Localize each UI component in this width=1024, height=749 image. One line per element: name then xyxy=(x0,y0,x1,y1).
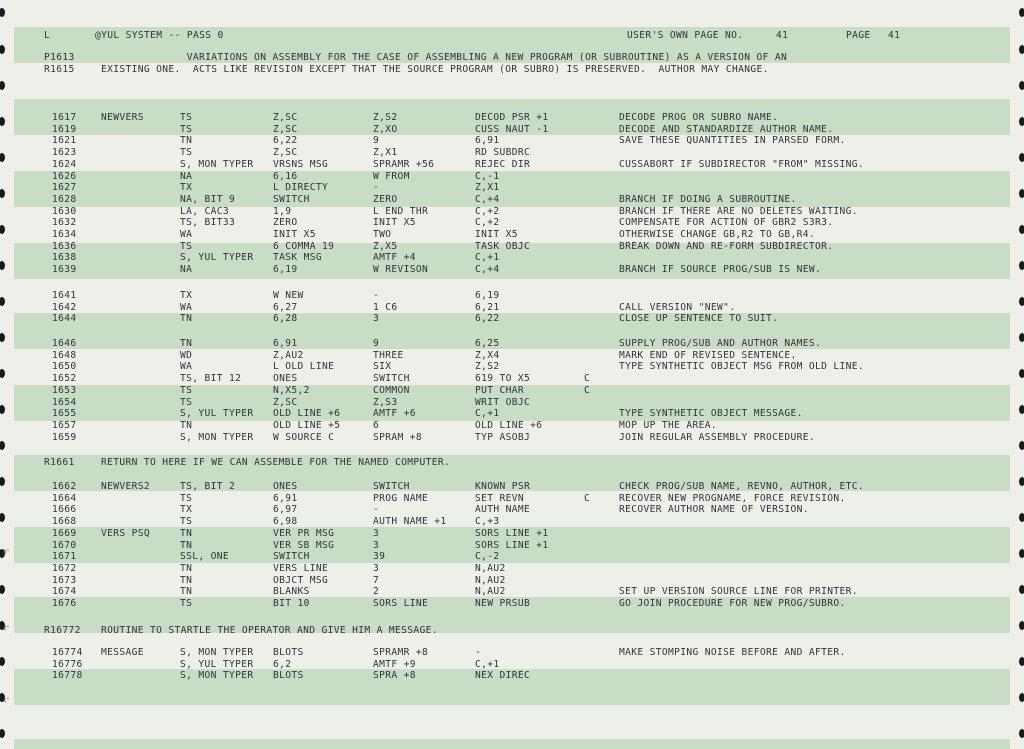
operation-field: TN xyxy=(180,562,193,574)
operation-field: TS xyxy=(180,516,193,528)
address-field-1: Z,AU2 xyxy=(273,349,304,361)
line-number: 1674 xyxy=(52,586,77,598)
flag-field: C xyxy=(584,492,591,504)
address-field-2: 3 xyxy=(373,562,380,574)
address-field-3: C,+2 xyxy=(475,217,500,229)
line-number: 1659 xyxy=(52,431,77,443)
line-number: 1644 xyxy=(52,313,77,325)
listing-row xyxy=(0,586,1024,597)
operation-field: TS xyxy=(180,384,193,396)
address-field-3: C,+4 xyxy=(475,264,500,276)
comment-text: RECOVER AUTHOR NAME OF VERSION. xyxy=(619,504,809,516)
operation-field: S, MON TYPER xyxy=(180,158,254,170)
line-number: 1655 xyxy=(52,408,77,420)
address-field-1: OBJCT MSG xyxy=(273,574,329,586)
listing-row xyxy=(0,373,1024,384)
remark-text: ROUTINE TO STARTLE THE OPERATOR AND GIVE HIM A MESSAGE. xyxy=(101,625,438,636)
address-field-2: PROG NAME xyxy=(373,492,429,504)
address-field-2: 39 xyxy=(373,551,386,563)
line-number: 1641 xyxy=(52,290,77,301)
operation-field: TS xyxy=(180,598,193,609)
address-field-3: AUTH NAME xyxy=(475,504,531,516)
operation-field: NA xyxy=(180,170,193,182)
listing-row xyxy=(0,229,1024,240)
listing-row xyxy=(0,385,1024,396)
operation-field: TN xyxy=(180,539,193,551)
listing-row xyxy=(0,540,1024,551)
line-number: 1669 xyxy=(52,527,77,539)
address-field-3: PUT CHAR xyxy=(475,384,525,396)
address-field-3: Z,X4 xyxy=(475,349,500,361)
listing-row xyxy=(0,112,1024,123)
address-field-3: TASK OBJC xyxy=(475,240,531,252)
operation-field: WA xyxy=(180,361,193,373)
comment-text: COMPENSATE FOR ACTION OF GBR2 S3R3. xyxy=(619,217,834,229)
statement-label: NEWVERS2 xyxy=(101,481,151,492)
line-number: 1642 xyxy=(52,301,77,313)
operation-field: TS xyxy=(180,123,193,135)
comment-text: MARK END OF REVISED SENTENCE. xyxy=(619,349,797,361)
line-number: 1670 xyxy=(52,539,77,551)
operation-field: TN xyxy=(180,527,193,539)
address-field-1: ONES xyxy=(273,373,298,385)
system-title: @YUL SYSTEM -- PASS 0 xyxy=(95,30,224,41)
line-number: 1646 xyxy=(52,338,77,349)
line-number: 1626 xyxy=(52,170,77,182)
address-field-2: COMMON xyxy=(373,384,410,396)
address-field-3: C,+4 xyxy=(475,193,500,205)
address-field-2: 2 xyxy=(373,586,380,598)
operation-field: S, YUL TYPER xyxy=(180,408,254,420)
intro-line xyxy=(0,64,1024,75)
listing-row xyxy=(0,397,1024,408)
address-field-1: VER PR MSG xyxy=(273,527,335,539)
operation-field: TS xyxy=(180,492,193,504)
operation-field: WA xyxy=(180,229,193,240)
listing-row xyxy=(0,504,1024,515)
listing-row xyxy=(0,670,1024,681)
address-field-2: SPRA +8 xyxy=(373,670,416,682)
line-number: 1624 xyxy=(52,158,77,170)
address-field-3: WRIT OBJC xyxy=(475,396,531,408)
listing-row xyxy=(0,313,1024,324)
address-field-2: 6 xyxy=(373,419,380,431)
address-field-2: Z,X1 xyxy=(373,147,398,159)
address-field-3: - xyxy=(475,647,482,658)
line-number: R1615 xyxy=(44,64,75,75)
address-field-1: BIT 10 xyxy=(273,598,310,609)
line-number: 1676 xyxy=(52,598,77,609)
comment-text: OTHERWISE CHANGE GB,R2 TO GB,R4. xyxy=(619,229,816,240)
address-field-3: C,+3 xyxy=(475,516,500,528)
margin-inch-mark: 1" xyxy=(3,697,10,704)
line-number: 1657 xyxy=(52,419,77,431)
listing-row xyxy=(0,575,1024,586)
address-field-1: INIT X5 xyxy=(273,229,316,240)
comment-text: BRANCH IF THERE ARE NO DELETES WAITING. xyxy=(619,205,858,217)
line-number: 1617 xyxy=(52,112,77,123)
address-field-1: N,X5,2 xyxy=(273,384,310,396)
comment-text: BREAK DOWN AND RE-FORM SUBDIRECTOR. xyxy=(619,240,834,252)
line-number: 1673 xyxy=(52,574,77,586)
address-field-2: Z,X5 xyxy=(373,240,398,252)
listing-row xyxy=(0,182,1024,193)
address-field-2: SWITCH xyxy=(373,373,410,385)
comment-text: TYPE SYNTHETIC OBJECT MSG FROM OLD LINE. xyxy=(619,361,865,373)
operation-field: TS xyxy=(180,112,193,123)
address-field-1: SWITCH xyxy=(273,193,310,205)
comment-text: SET UP VERSION SOURCE LINE FOR PRINTER. xyxy=(619,586,858,598)
address-field-3: C,+1 xyxy=(475,252,500,264)
address-field-3: CUSS NAUT -1 xyxy=(475,123,549,135)
line-number: 1664 xyxy=(52,492,77,504)
operation-field: WA xyxy=(180,301,193,313)
line-number: 1638 xyxy=(52,252,77,264)
address-field-2: 1 C6 xyxy=(373,301,398,313)
address-field-1: 6,98 xyxy=(273,516,298,528)
address-field-2: - xyxy=(373,182,380,194)
address-field-3: C,-2 xyxy=(475,551,500,563)
listing-row xyxy=(0,217,1024,228)
line-number: 1666 xyxy=(52,504,77,516)
address-field-2: 3 xyxy=(373,539,380,551)
address-field-2: SPRAM +8 xyxy=(373,431,423,443)
line-number: R1661 xyxy=(44,457,75,468)
listing-row xyxy=(0,147,1024,158)
operation-field: TS, BIT 2 xyxy=(180,481,236,492)
address-field-3: OLD LINE +6 xyxy=(475,419,543,431)
remark-text: RETURN TO HERE IF WE CAN ASSEMBLE FOR THE NAMED COMPUTER. xyxy=(101,457,451,468)
address-field-2: AUTH NAME +1 xyxy=(373,516,447,528)
operation-field: S, MON TYPER xyxy=(180,670,254,682)
address-field-1: 6,97 xyxy=(273,504,298,516)
comment-text: GO JOIN PROCEDURE FOR NEW PROG/SUBRO. xyxy=(619,598,846,609)
header-marker: L xyxy=(44,30,51,41)
line-number: 1652 xyxy=(52,373,77,385)
address-field-3: C,+1 xyxy=(475,408,500,420)
line-number: 1654 xyxy=(52,396,77,408)
address-field-1: 6,22 xyxy=(273,135,298,147)
operation-field: TN xyxy=(180,313,193,325)
operation-field: S, YUL TYPER xyxy=(180,252,254,264)
line-number: 1653 xyxy=(52,384,77,396)
address-field-3: 6,21 xyxy=(475,301,500,313)
margin-inch-mark: 3" xyxy=(3,549,10,556)
address-field-3: C,+2 xyxy=(475,205,500,217)
line-number: P1613 xyxy=(44,52,75,63)
listing-row xyxy=(0,171,1024,182)
address-field-2: SPRAMR +8 xyxy=(373,647,429,658)
address-field-3: Z,S2 xyxy=(475,361,500,373)
operation-field: LA, CAC3 xyxy=(180,205,230,217)
address-field-3: 619 TO X5 xyxy=(475,373,531,385)
address-field-1: 6,19 xyxy=(273,264,298,276)
operation-field: TX xyxy=(180,182,193,194)
address-field-2: 9 xyxy=(373,338,380,349)
operation-field: NA xyxy=(180,264,193,276)
address-field-2: INIT X5 xyxy=(373,217,416,229)
address-field-3: 6,91 xyxy=(475,135,500,147)
address-field-1: OLD LINE +5 xyxy=(273,419,341,431)
listing-row xyxy=(0,264,1024,275)
line-number: 16778 xyxy=(52,670,83,682)
listing-row xyxy=(0,241,1024,252)
remark-line xyxy=(0,625,1024,636)
listing-row xyxy=(0,493,1024,504)
address-field-1: VRSNS MSG xyxy=(273,158,329,170)
address-field-1: W SOURCE C xyxy=(273,431,335,443)
address-field-3: 6,25 xyxy=(475,338,500,349)
listing-row xyxy=(0,598,1024,609)
listing-row xyxy=(0,302,1024,313)
line-number: 1628 xyxy=(52,193,77,205)
operation-field: S, MON TYPER xyxy=(180,647,254,658)
operation-field: TN xyxy=(180,586,193,598)
address-field-1: 6 COMMA 19 xyxy=(273,240,335,252)
comment-text: MOP UP THE AREA. xyxy=(619,419,718,431)
statement-label: VERS PSQ xyxy=(101,527,151,539)
listing-row xyxy=(0,659,1024,670)
address-field-1: Z,SC xyxy=(273,123,298,135)
operation-field: TN xyxy=(180,574,193,586)
address-field-1: Z,SC xyxy=(273,147,298,159)
address-field-3: N,AU2 xyxy=(475,562,506,574)
line-number: 1619 xyxy=(52,123,77,135)
listing-row xyxy=(0,563,1024,574)
address-field-2: 7 xyxy=(373,574,380,586)
address-field-3: SORS LINE +1 xyxy=(475,539,549,551)
comment-text: SUPPLY PROG/SUB AND AUTHOR NAMES. xyxy=(619,338,822,349)
listing-row xyxy=(0,159,1024,170)
line-number: 1671 xyxy=(52,551,77,563)
comment-text: CLOSE UP SENTENCE TO SUIT. xyxy=(619,313,779,325)
comment-text: RECOVER NEW PROGNAME, FORCE REVISION. xyxy=(619,492,846,504)
address-field-3: C,+1 xyxy=(475,658,500,670)
remark-text: EXISTING ONE. ACTS LIKE REVISION EXCEPT THAT THE SOURCE PROGRAM (OR SUBRO) IS PRESERVED. AUTHOR MAY CHANGE. xyxy=(101,64,769,75)
address-field-1: BLANKS xyxy=(273,586,310,598)
comment-text: TYPE SYNTHETIC OBJECT MESSAGE. xyxy=(619,408,803,420)
listing-row xyxy=(0,194,1024,205)
intro-line xyxy=(0,52,1024,63)
address-field-1: L DIRECTY xyxy=(273,182,329,194)
line-number: 1668 xyxy=(52,516,77,528)
line-number: R16772 xyxy=(44,625,81,636)
address-field-2: Z,S3 xyxy=(373,396,398,408)
line-number: 1662 xyxy=(52,481,77,492)
address-field-3: N,AU2 xyxy=(475,574,506,586)
comment-text: MAKE STOMPING NOISE BEFORE AND AFTER. xyxy=(619,647,846,658)
address-field-3: TYP ASOBJ xyxy=(475,431,531,443)
address-field-3: DECOD PSR +1 xyxy=(475,112,549,123)
operation-field: TS xyxy=(180,147,193,159)
line-number: 1627 xyxy=(52,182,77,194)
comment-text: BRANCH IF DOING A SUBROUTINE. xyxy=(619,193,797,205)
line-number: 1636 xyxy=(52,240,77,252)
listing-row xyxy=(0,290,1024,301)
statement-label: NEWVERS xyxy=(101,112,144,123)
listing-row xyxy=(0,408,1024,419)
address-field-2: Z,S2 xyxy=(373,112,398,123)
address-field-3: SORS LINE +1 xyxy=(475,527,549,539)
listing-row xyxy=(0,124,1024,135)
comment-text: CUSSABORT IF SUBDIRECTOR "FROM" MISSING. xyxy=(619,158,865,170)
comment-text: DECODE AND STANDARDIZE AUTHOR NAME. xyxy=(619,123,834,135)
line-number: 1634 xyxy=(52,229,77,240)
address-field-1: 6,27 xyxy=(273,301,298,313)
address-field-1: ONES xyxy=(273,481,298,492)
listing-row xyxy=(0,206,1024,217)
address-field-1: Z,SC xyxy=(273,112,298,123)
address-field-1: BLOTS xyxy=(273,647,304,658)
listing-row xyxy=(0,432,1024,443)
listing-row xyxy=(0,647,1024,658)
address-field-2: - xyxy=(373,504,380,516)
address-field-2: SORS LINE xyxy=(373,598,429,609)
address-field-3: 6,19 xyxy=(475,290,500,301)
address-field-2: Z,XO xyxy=(373,123,398,135)
address-field-2: L END THR xyxy=(373,205,429,217)
flag-field: C xyxy=(584,384,591,396)
address-field-1: 1,9 xyxy=(273,205,292,217)
address-field-3: C,-1 xyxy=(475,170,500,182)
users-page-label: USER'S OWN PAGE NO. xyxy=(627,30,744,41)
line-number: 1639 xyxy=(52,264,77,276)
page-number: 41 xyxy=(888,30,901,41)
listing-row xyxy=(0,135,1024,146)
listing-row xyxy=(0,528,1024,539)
comment-text: DECODE PROG OR SUBRO NAME. xyxy=(619,112,779,123)
listing-row xyxy=(0,252,1024,263)
line-number: 16774 xyxy=(52,647,83,658)
page-header xyxy=(0,30,1024,42)
operation-field: TS xyxy=(180,396,193,408)
address-field-3: RD SUBDRC xyxy=(475,147,531,159)
address-field-1: ZERO xyxy=(273,217,298,229)
address-field-2: W REVISON xyxy=(373,264,429,276)
address-field-2: ZERO xyxy=(373,193,398,205)
address-field-2: 9 xyxy=(373,135,380,147)
address-field-3: NEX DIREC xyxy=(475,670,531,682)
comment-text: JOIN REGULAR ASSEMBLY PROCEDURE. xyxy=(619,431,816,443)
address-field-1: VER SB MSG xyxy=(273,539,335,551)
listing-row xyxy=(0,361,1024,372)
comment-text: CHECK PROG/SUB NAME, REVNO, AUTHOR, ETC. xyxy=(619,481,865,492)
line-number: 1648 xyxy=(52,349,77,361)
operation-field: TN xyxy=(180,338,193,349)
address-field-1: TASK MSG xyxy=(273,252,323,264)
line-number: 1621 xyxy=(52,135,77,147)
flag-field: C xyxy=(584,373,591,385)
address-field-2: SWITCH xyxy=(373,481,410,492)
address-field-1: BLOTS xyxy=(273,670,304,682)
address-field-2: AMTF +9 xyxy=(373,658,416,670)
listing-row xyxy=(0,338,1024,349)
operation-field: TS xyxy=(180,240,193,252)
operation-field: WD xyxy=(180,349,193,361)
comment-text: SAVE THESE QUANTITIES IN PARSED FORM. xyxy=(619,135,846,147)
line-number: 1623 xyxy=(52,147,77,159)
address-field-3: REJEC DIR xyxy=(475,158,531,170)
address-field-3: N,AU2 xyxy=(475,586,506,598)
address-field-2: TWO xyxy=(373,229,392,240)
address-field-3: INIT X5 xyxy=(475,229,518,240)
address-field-3: SET REVN xyxy=(475,492,525,504)
comment-text: BRANCH IF SOURCE PROG/SUB IS NEW. xyxy=(619,264,822,276)
remark-text: VARIATIONS ON ASSEMBLY FOR THE CASE OF ASSEMBLING A NEW PROGRAM (OR SUBROUTINE) AS A VERSION OF AN xyxy=(101,52,788,63)
operation-field: S, MON TYPER xyxy=(180,431,254,443)
operation-field: TX xyxy=(180,290,193,301)
line-number: 1630 xyxy=(52,205,77,217)
address-field-1: L OLD LINE xyxy=(273,361,335,373)
address-field-1: SWITCH xyxy=(273,551,310,563)
address-field-1: 6,91 xyxy=(273,338,298,349)
address-field-1: OLD LINE +6 xyxy=(273,408,341,420)
listing-row xyxy=(0,420,1024,431)
listing-row xyxy=(0,350,1024,361)
margin-inch-mark: 2" xyxy=(3,625,10,632)
address-field-1: VERS LINE xyxy=(273,562,329,574)
statement-label: MESSAGE xyxy=(101,647,144,658)
address-field-2: THREE xyxy=(373,349,404,361)
green-bar-band xyxy=(14,739,1010,749)
address-field-1: Z,SC xyxy=(273,396,298,408)
address-field-2: SIX xyxy=(373,361,392,373)
operation-field: TS, BIT33 xyxy=(180,217,236,229)
listing-row xyxy=(0,481,1024,492)
users-page-number: 41 xyxy=(776,30,789,41)
address-field-1: W NEW xyxy=(273,290,304,301)
listing-row xyxy=(0,551,1024,562)
address-field-2: - xyxy=(373,290,380,301)
address-field-2: AMTF +4 xyxy=(373,252,416,264)
line-number: 1650 xyxy=(52,361,77,373)
listing-row xyxy=(0,516,1024,527)
address-field-2: SPRAMR +56 xyxy=(373,158,435,170)
address-field-3: 6,22 xyxy=(475,313,500,325)
address-field-3: KNOWN PSR xyxy=(475,481,531,492)
operation-field: TX xyxy=(180,504,193,516)
address-field-2: 3 xyxy=(373,313,380,325)
operation-field: S, YUL TYPER xyxy=(180,658,254,670)
comment-text: CALL VERSION "NEW". xyxy=(619,301,736,313)
address-field-1: 6,91 xyxy=(273,492,298,504)
address-field-1: 6,16 xyxy=(273,170,298,182)
line-number: 16776 xyxy=(52,658,83,670)
operation-field: TS, BIT 12 xyxy=(180,373,242,385)
address-field-2: AMTF +6 xyxy=(373,408,416,420)
line-number: 1632 xyxy=(52,217,77,229)
address-field-2: 3 xyxy=(373,527,380,539)
remark-line xyxy=(0,457,1024,468)
operation-field: TN xyxy=(180,419,193,431)
address-field-1: 6,28 xyxy=(273,313,298,325)
address-field-3: NEW PRSUB xyxy=(475,598,531,609)
address-field-1: 6,2 xyxy=(273,658,292,670)
operation-field: NA, BIT 9 xyxy=(180,193,236,205)
operation-field: TN xyxy=(180,135,193,147)
address-field-3: Z,X1 xyxy=(475,182,500,194)
line-number: 1672 xyxy=(52,562,77,574)
operation-field: SSL, ONE xyxy=(180,551,230,563)
page-label: PAGE xyxy=(846,30,871,41)
address-field-2: W FROM xyxy=(373,170,410,182)
